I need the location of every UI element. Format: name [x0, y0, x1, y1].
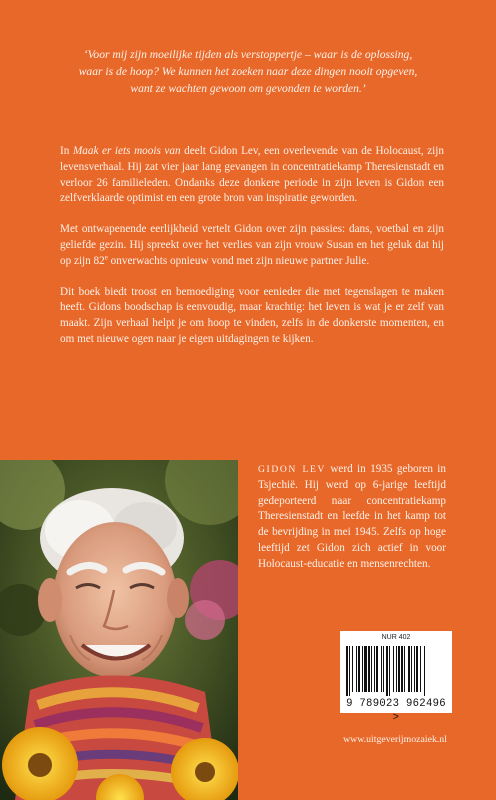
- nur-code: NUR 402: [381, 634, 411, 641]
- barcode-bar: [386, 646, 388, 696]
- barcode-bar: [349, 646, 350, 696]
- book-title: Maak er iets moois van: [72, 145, 181, 157]
- quote-line-2: waar is de hoop? We kunnen het zoeken naar deze dingen nooit opgeven,: [78, 65, 418, 78]
- author-portrait-photo: [0, 460, 238, 800]
- barcode-bar: [383, 646, 384, 692]
- barcode-bar: [371, 646, 372, 692]
- isbn-barcode-box: [340, 631, 452, 724]
- ordinal-superscript: e: [104, 253, 108, 262]
- blurb: [60, 144, 444, 363]
- barcode-bar: [401, 646, 403, 692]
- blurb-paragraph-2: [60, 222, 444, 269]
- quote-line-3: want ze wachten gewoon om gevonden te worden.’: [130, 82, 366, 95]
- barcode-bar: [381, 646, 382, 692]
- blurb-paragraph-1-text: deelt Gidon Lev, een overlevende van de Holocaust, zijn levensverhaal. Hij zat vier jaar lang gevangen in concentratiekamp Theresienstadt en verloor 26 familieleden. Ondanks deze donkere periode in zijn leven is Gidon een zelfverklaarde optimist en een grote bron van inspiratie geworden.: [60, 145, 444, 205]
- author-bio: [258, 462, 446, 573]
- barcode-bar: [396, 646, 397, 692]
- author-name: GIDON LEV: [258, 464, 326, 475]
- barcode-bar: [362, 646, 363, 692]
- barcode-bar: [416, 646, 418, 692]
- barcode-bar: [356, 646, 357, 692]
- blurb-paragraph-2-after: onverwachts opnieuw vond met zijn nieuwe partner Julie.: [107, 254, 370, 267]
- barcode-bar: [352, 646, 353, 692]
- quote-line-1: ‘Voor mij zijn moeilijke tijden als verstoppertje – waar is de oplossing,: [83, 48, 413, 61]
- isbn-digits: 9 789023 962496 >: [346, 698, 446, 724]
- author-bio-text: werd in 1935 geboren in Tsjechië. Hij werd op 6-jarige leeftijd gedeporteerd naar concentratiekamp Theresienstadt en leefde in het kamp tot de bevrijding in mei 1945. Zelfs op hoge leeftijd zet Gidon zich actief in voor Holocaust-educatie en mensenrechten.: [258, 463, 446, 570]
- back-cover-quote: [50, 46, 446, 97]
- barcode-bar: [414, 646, 415, 692]
- barcode-bar: [424, 646, 425, 696]
- barcode-bar: [411, 646, 412, 692]
- barcode-bar: [364, 646, 367, 692]
- barcode-bar: [408, 646, 410, 692]
- barcode-bar: [368, 646, 370, 692]
- blurb-prefix: In: [60, 145, 73, 157]
- barcode-bar: [346, 646, 348, 696]
- blurb-paragraph-1: [60, 144, 444, 207]
- barcode-bar: [358, 646, 360, 692]
- barcode-bar: [374, 646, 375, 692]
- barcode-bar: [376, 646, 378, 692]
- barcode-bar: [404, 646, 405, 692]
- blurb-paragraph-3: Dit boek biedt troost en bemoediging voor eenieder die met tegenslagen te maken heeft. Gidons boodschap is eenvoudig, maar krachtig: het leven is wat je er zelf van maakt. Zijn verhaal helpt je om hoop te vinden, zelfs in de donkerste momenten, en om met nieuwe ogen naar je eigen uitdagingen te kijken.: [60, 285, 444, 345]
- publisher-website[interactable]: www.uitgeverijmozaiek.nl: [343, 734, 447, 745]
- barcode-bar: [420, 646, 421, 692]
- barcode-bar: [393, 646, 394, 692]
- blurb-paragraph-2-before: Met ontwapenende eerlijkheid vertelt Gidon over zijn passies: dans, voetbal en zijn geliefde gezin. Hij spreekt over het verlies van zijn vrouw Susan en het geluk dat hij op zijn 82: [60, 223, 444, 267]
- barcode-bar: [398, 646, 400, 692]
- isbn-barcode: [345, 646, 447, 696]
- barcode-bar: [389, 646, 390, 696]
